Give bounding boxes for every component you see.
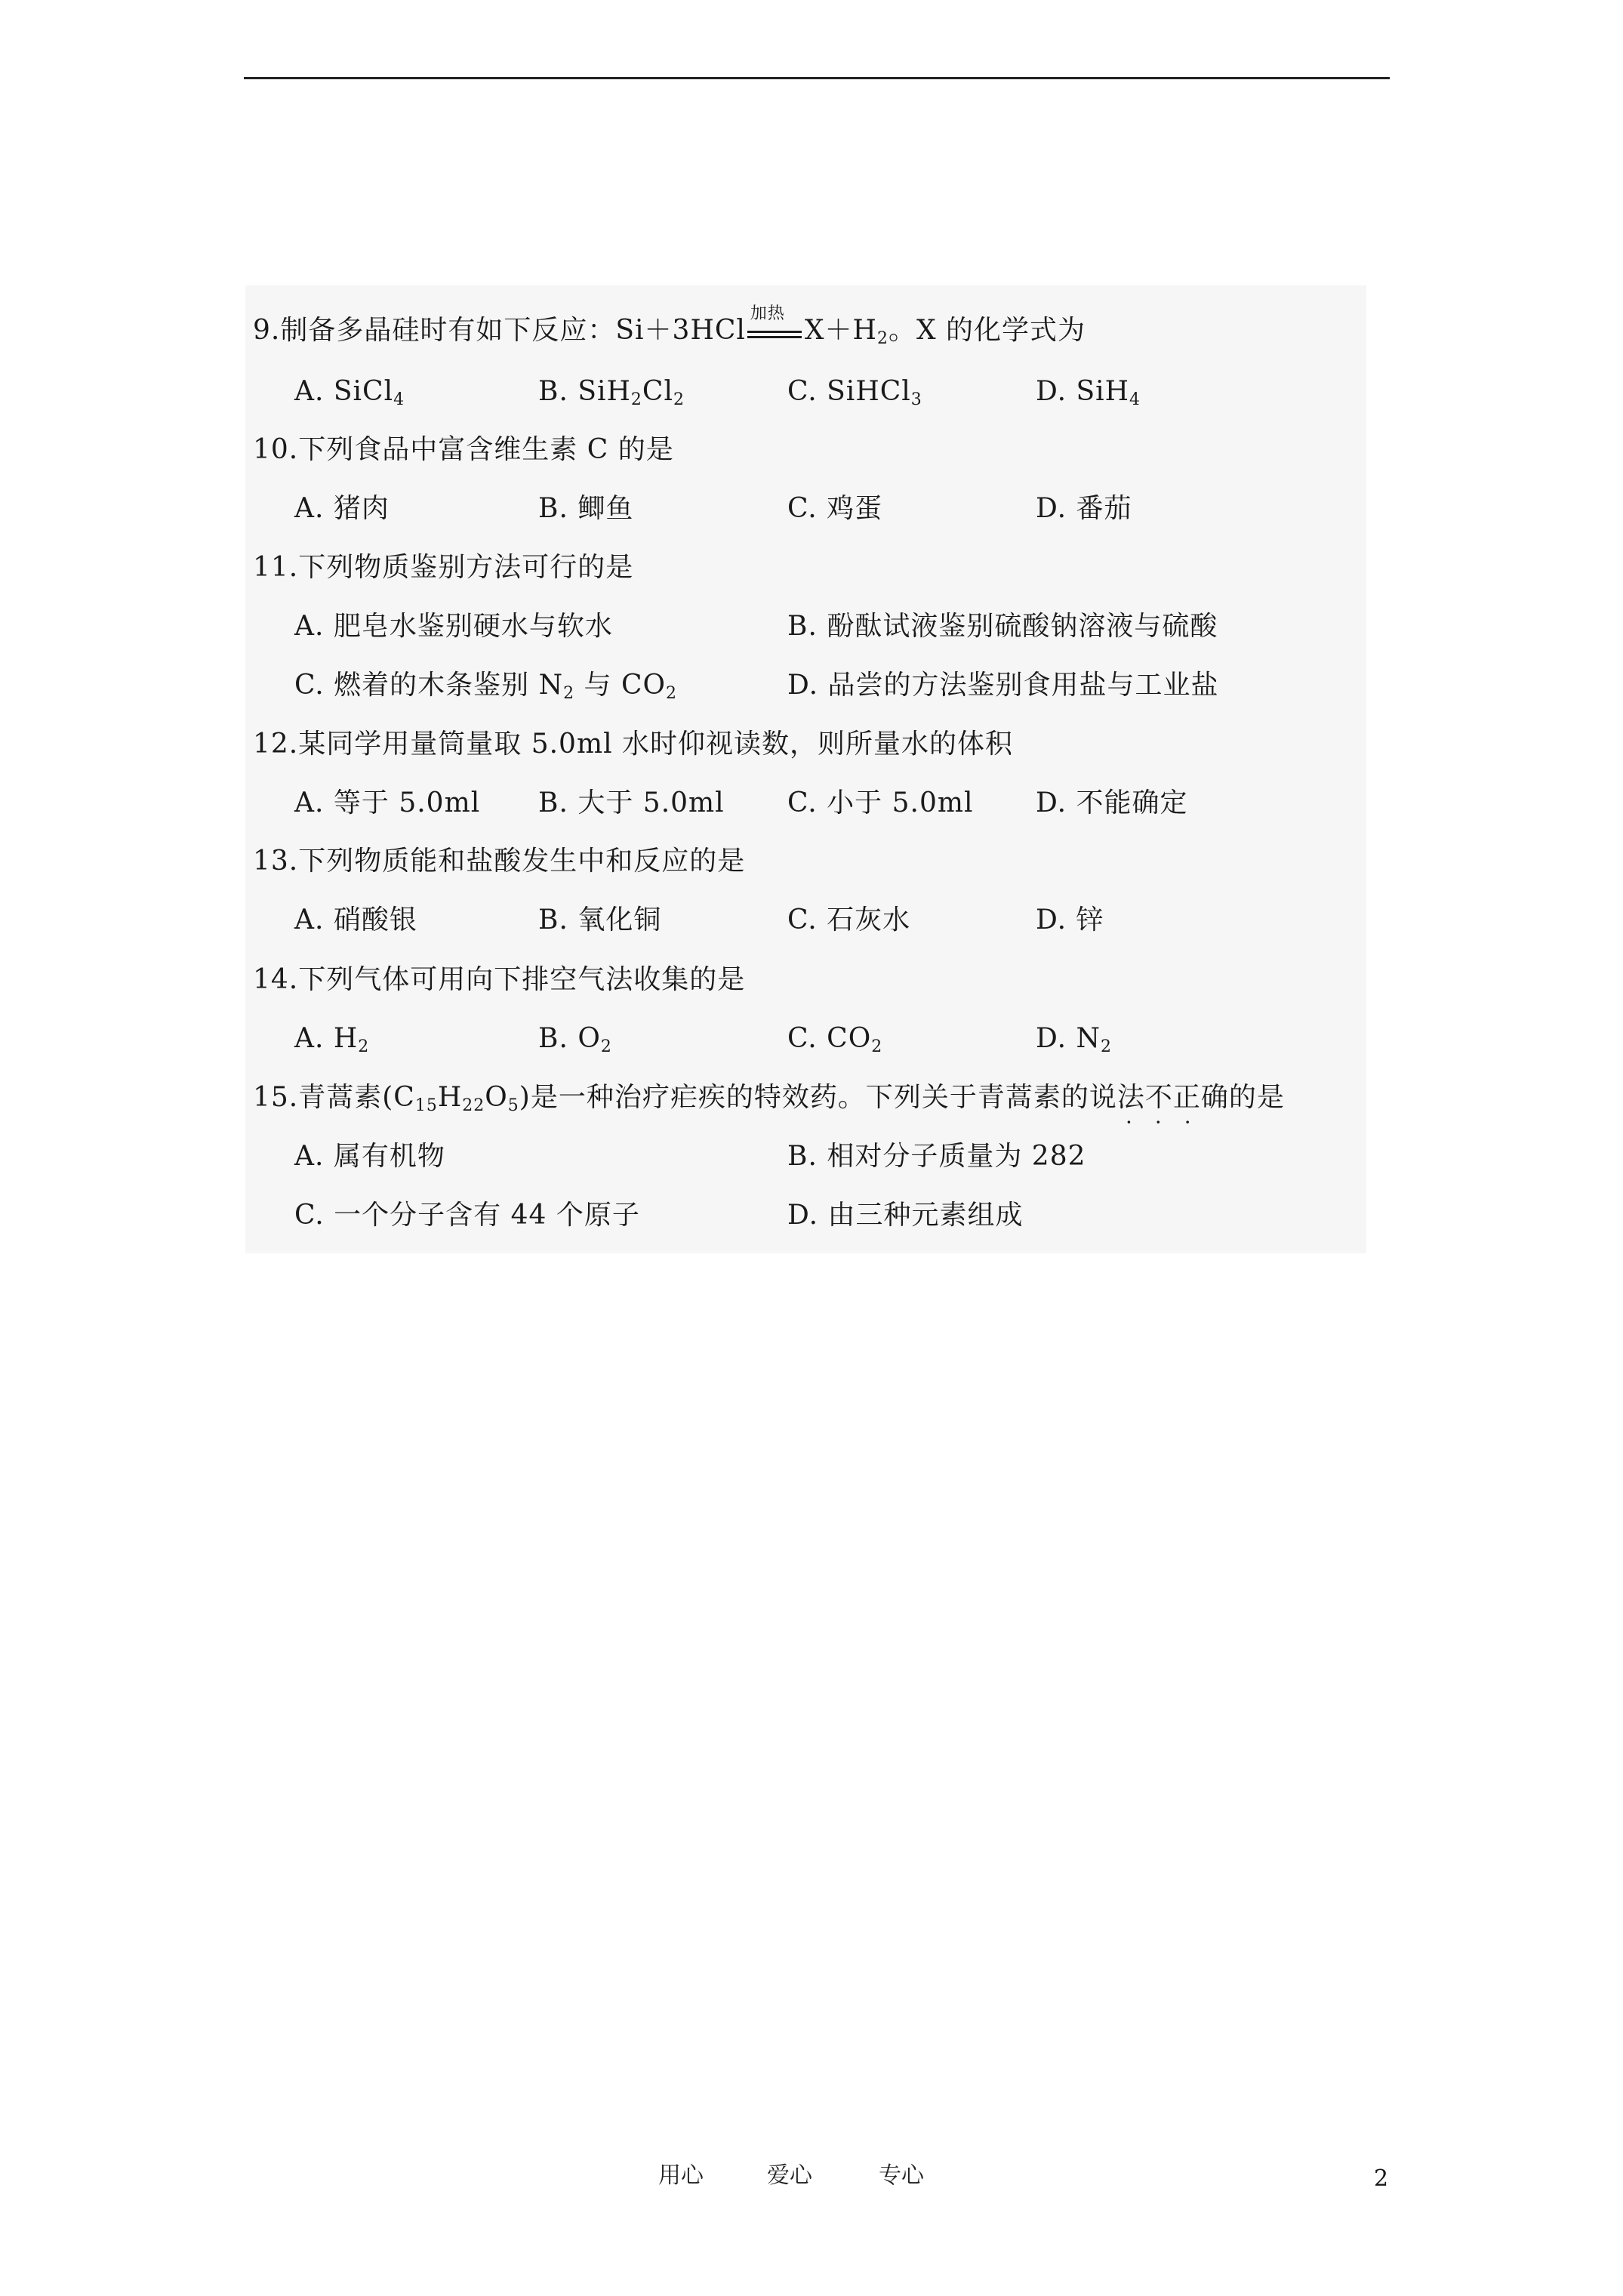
question-number: 10.	[253, 434, 299, 465]
option-c: C. SiHCl$_3$	[787, 376, 922, 409]
question-12	[253, 726, 1013, 763]
option-c: C. 石灰水	[787, 905, 911, 935]
question-number: 12.	[253, 729, 299, 760]
question-number: 14.	[253, 964, 299, 995]
option-a: A. SiCl$_4$	[294, 376, 405, 409]
option-b: B. 鲫鱼	[538, 493, 634, 524]
option-b: B. 大于 5.0ml	[538, 787, 725, 818]
option-a: A. 硝酸银	[294, 905, 417, 935]
footer-motto-2: 爱心	[767, 2162, 812, 2189]
question-stem: 某同学用量筒量取 5.0ml 水时仰视读数，则所量水的体积	[298, 729, 1014, 760]
question-14	[253, 962, 745, 998]
option-d: D. 番茄	[1036, 493, 1132, 524]
option-b: B. 相对分子质量为 282	[787, 1141, 1086, 1172]
option-d: D. 品尝的方法鉴别食用盐与工业盐	[787, 670, 1219, 701]
option-a: A. $H_2$	[294, 1023, 370, 1056]
option-a: A. 属有机物	[294, 1141, 445, 1172]
option-c: C. 鸡蛋	[787, 493, 883, 524]
question-stem-tail: 。X 的化学式为	[888, 315, 1086, 346]
header-rule	[244, 77, 1390, 79]
subscript: 2	[876, 329, 888, 348]
option-a: A. 等于 5.0ml	[294, 787, 481, 818]
question-9	[253, 304, 1086, 349]
question-stem: 下列物质能和盐酸发生中和反应的是	[298, 846, 746, 877]
option-d: D. SiH$_4$	[1036, 376, 1141, 409]
question-stem: 下列食品中富含维生素 C 的是	[298, 434, 674, 465]
question-stem: 下列物质鉴别方法可行的是	[298, 552, 634, 583]
option-c: C. 小于 5.0ml	[787, 787, 974, 818]
option-b: B. $SiH_2Cl_2$	[538, 376, 685, 409]
question-number: 15.	[253, 1082, 299, 1113]
option-a: A. 肥皂水鉴别硬水与软水	[294, 611, 613, 642]
option-a: A. 猪肉	[294, 493, 390, 524]
option-d: D. $N_2$	[1036, 1023, 1112, 1056]
question-10	[253, 432, 674, 468]
question-stem: 下列气体可用向下排空气法收集的是	[298, 964, 746, 995]
reaction-arrow	[746, 304, 805, 349]
option-b: B. $O_2$	[538, 1023, 612, 1056]
option-d: D. 由三种元素组成	[787, 1200, 1024, 1231]
footer-motto-1: 用心	[658, 2162, 704, 2189]
option-d: D. 不能确定	[1036, 787, 1188, 818]
option-b: B. 酚酞试液鉴别硫酸钠溶液与硫酸	[787, 611, 1218, 642]
question-stem-product: X＋H	[804, 315, 877, 346]
option-c: C. 一个分子含有 44 个原子	[294, 1200, 640, 1231]
question-15: 15.青蒿素$(C_{15}H_{22}O_5)$是一种治疗疟疾的特效药。下列关于青蒿素的说法不正确的是	[253, 1082, 1285, 1115]
option-b: B. 氧化铜	[538, 905, 662, 935]
question-number: 13.	[253, 846, 299, 877]
emphasis-dots: ···	[1126, 1110, 1214, 1135]
option-d: D. 锌	[1036, 905, 1104, 935]
reaction-condition: 加热	[750, 304, 785, 323]
question-13	[253, 843, 745, 880]
page-number: 2	[1374, 2165, 1389, 2192]
question-11	[253, 550, 633, 586]
option-c: C. $CO_2$	[787, 1023, 883, 1056]
question-stem: 制备多晶硅时有如下反应：Si＋3HCl	[280, 315, 746, 346]
footer-motto-3: 专心	[879, 2162, 924, 2189]
question-number: 11.	[253, 552, 299, 583]
option-c: C. 燃着的木条鉴别 $N_2$ 与 $CO_2$	[294, 670, 678, 703]
question-number: 9.	[253, 315, 281, 346]
